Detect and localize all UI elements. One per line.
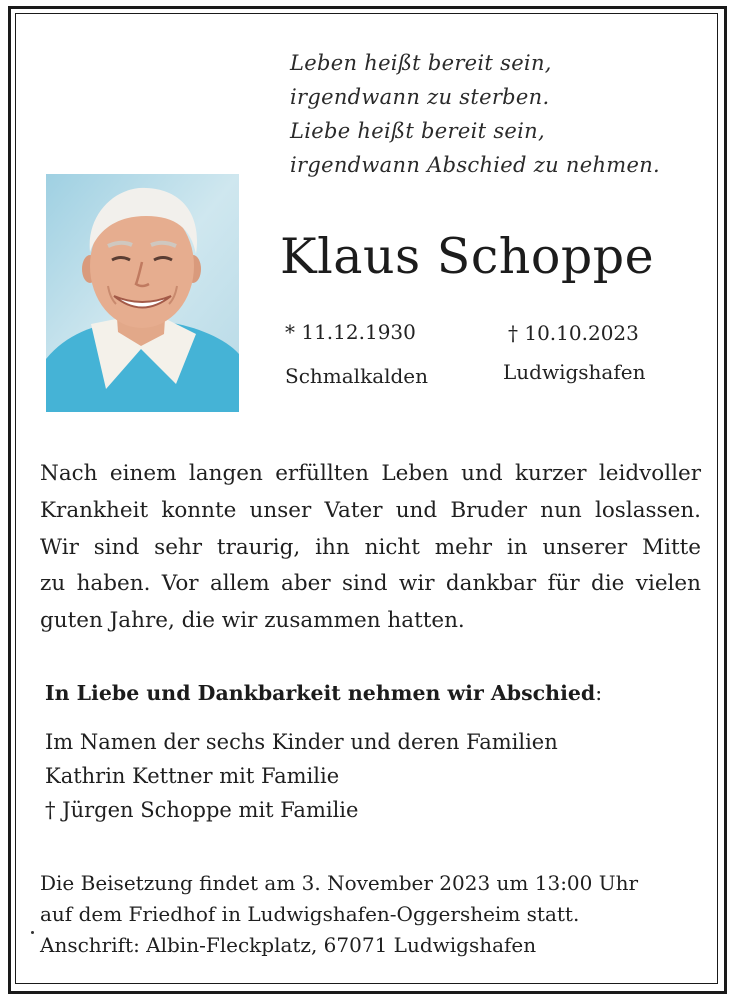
memorial-quote [290,46,710,182]
funeral-line: Die Beisetzung findet am 3. November 2023 um 13:00 Uhr [40,871,639,895]
signer-line: Kathrin Kettner mit Familie [45,764,340,788]
signer-line: † Jürgen Schoppe mit Familie [45,798,359,822]
quote-line: irgendwann zu sterben. [290,85,550,109]
obituary-message [40,456,701,640]
message-line: Krankheit konnte unser Vater und Bruder nun loslassen. [40,497,701,523]
quote-line: Liebe heißt bereit sein, [290,119,545,143]
message-line: zu haben. Vor allem aber sind wir dankbar für die vielen [40,571,701,597]
message-line: Nach einem langen erfüllten Leben und kurzer leidvoller [40,461,701,486]
stray-dot [31,931,34,934]
farewell-heading-text: In Liebe und Dankbarkeit nehmen wir Abschied [45,681,596,705]
death-date: † 10.10.2023 [508,321,639,345]
funeral-info [40,868,638,961]
signers-list [45,725,558,827]
message-line: Wir sind sehr traurig, ihn nicht mehr in unserer Mitte [40,534,701,560]
deceased-name: Klaus Schoppe [280,228,655,285]
birth-place: Schmalkalden [285,364,429,388]
portrait-photo [46,174,239,412]
funeral-line: Anschrift: Albin-Fleckplatz, 67071 Ludwigshafen [40,933,537,957]
funeral-line: auf dem Friedhof in Ludwigshafen-Oggersheim statt. [40,902,580,926]
quote-line: Leben heißt bereit sein, [290,51,552,75]
quote-line: irgendwann Abschied zu nehmen. [290,153,661,177]
message-line: guten Jahre, die wir zusammen hatten. [40,608,465,634]
death-place: Ludwigshafen [503,360,646,384]
farewell-heading [45,677,602,709]
signer-line: Im Namen der sechs Kinder und deren Familien [45,730,558,754]
farewell-colon: : [595,681,603,705]
birth-date: * 11.12.1930 [285,320,416,344]
